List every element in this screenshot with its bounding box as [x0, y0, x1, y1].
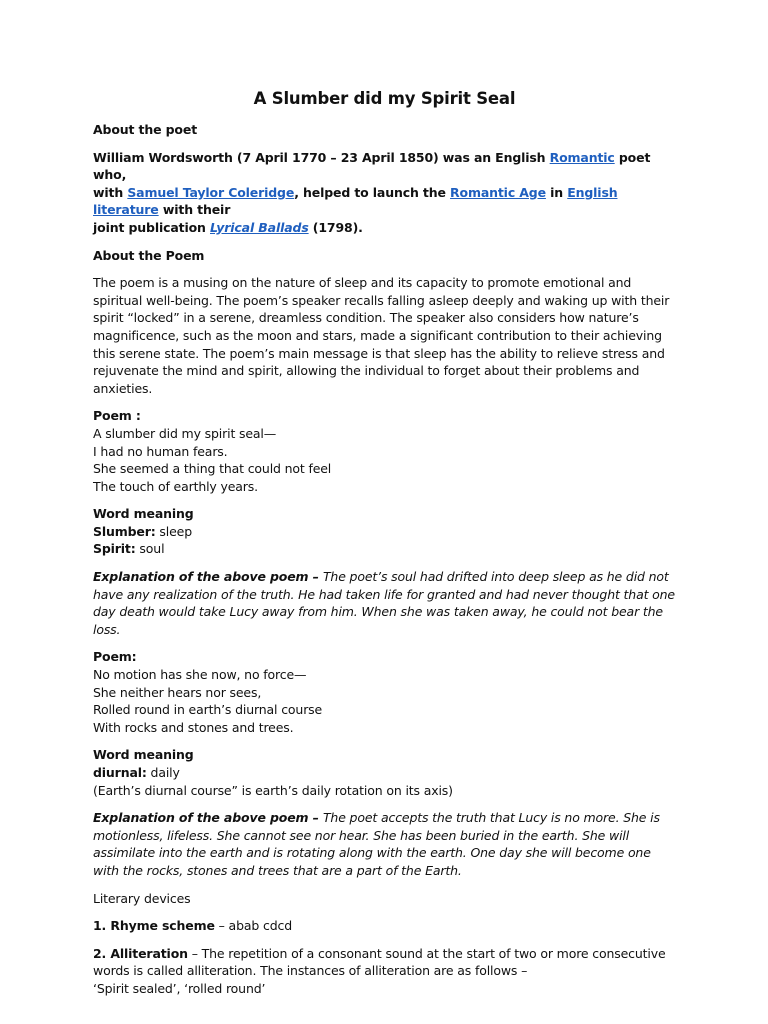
poem-stanza-2: [93, 648, 676, 736]
word-meaning-entry: [93, 523, 676, 541]
poem-line: I had no human fears.: [93, 443, 228, 459]
link-coleridge[interactable]: Samuel Taylor Coleridge: [127, 184, 295, 200]
poet-intro-text: with their: [158, 202, 231, 218]
poem-line: She neither hears nor sees,: [93, 684, 262, 700]
device-alliteration: [93, 945, 676, 998]
poet-intro-text: with: [93, 184, 128, 200]
alliteration-examples: ‘Spirit sealed’, ‘rolled round’: [93, 980, 266, 996]
word-term: Spirit:: [93, 541, 136, 557]
word-definition: soul: [135, 541, 165, 557]
word-meaning-heading: Word meaning: [93, 747, 194, 763]
device-label: 2. Alliteration: [93, 945, 188, 961]
document-body: [93, 121, 676, 998]
poet-intro-text: , helped to launch the: [294, 184, 451, 200]
literary-devices-heading: Literary devices: [93, 890, 191, 906]
device-text: – abab cdcd: [214, 918, 292, 934]
poet-intro-text: in: [545, 184, 568, 200]
word-meaning-entry: [93, 540, 676, 558]
poem-line: Rolled round in earth’s diurnal course: [93, 702, 323, 718]
explanation-1: [93, 568, 676, 638]
device-alliteration-text: [93, 945, 676, 980]
link-lyrical-ballads[interactable]: Lyrical Ballads: [210, 219, 309, 235]
explanation-text: The poet accepts the truth that Lucy is no more. She is motionless, lifeless. She cannot see nor hear. She has been buried in the earth. She will assimilate into the earth and is rotating along with the earth. One day she will become one with the rocks, stones and trees that are a part of the Earth.: [93, 810, 660, 878]
poem-line: She seemed a thing that could not feel: [93, 461, 332, 477]
poem-line: With rocks and stones and trees.: [93, 719, 294, 735]
poet-intro-text: joint publication: [93, 219, 210, 235]
poem-stanza-1: [93, 407, 676, 495]
about-poem-paragraph: The poem is a musing on the nature of sleep and its capacity to promote emotional and spiritual well-being. The poem’s speaker recalls falling asleep deeply and waking up with their spirit “locked” in a serene, dreamless condition. The speaker also considers how nature’s magnificence, such as the moon and stars, made a significant contribution to their achieving this serene state. The poem’s main message is that sleep has the ability to relieve stress and rejuvenate the mind and spirit, allowing the individual to forget about their problems and anxieties.: [93, 275, 670, 396]
word-term: Slumber:: [93, 523, 156, 539]
word-meaning-1: [93, 505, 676, 558]
word-term: diurnal:: [93, 765, 147, 780]
explanation-label: Explanation of the above poem –: [93, 810, 323, 826]
poet-intro: [93, 149, 676, 237]
poem-line: No motion has she now, no force—: [93, 667, 307, 683]
explanation-2: [93, 809, 676, 879]
explanation-text: The poet’s soul had drifted into deep sleep as he did not have any realization of the truth. He had taken life for granted and had never thought that one day death would take Lucy away from him. When she was taken away, he could not bear the loss.: [93, 569, 675, 637]
poet-intro-text: poet who,: [93, 149, 651, 183]
word-meaning-heading: Word meaning: [93, 506, 194, 522]
word-definition: daily: [146, 765, 180, 780]
poet-intro-text: William Wordsworth (7 April 1770 – 23 April 1850) was an English: [93, 149, 550, 165]
page-title: A Slumber did my Spirit Seal: [253, 89, 516, 108]
word-meaning-note: (Earth’s diurnal course” is earth’s daily rotation on its axis): [93, 782, 453, 798]
link-romantic-age[interactable]: Romantic Age: [450, 184, 546, 200]
word-definition: sleep: [155, 523, 192, 539]
poem-line: The touch of earthly years.: [93, 478, 258, 494]
poem-line: A slumber did my spirit seal—: [93, 425, 277, 441]
stanza-label: Poem :: [93, 408, 141, 424]
link-english-literature[interactable]: English literature: [93, 184, 618, 218]
poet-intro-text: (1798).: [308, 219, 363, 235]
stanza-label: Poem:: [93, 649, 137, 665]
device-text: – The repetition of a consonant sound at the start of two or more consecutive words is called alliteration. The instances of alliteration are as follows –: [93, 945, 666, 979]
device-label: 1. Rhyme scheme: [93, 918, 215, 934]
word-meaning-entry: [93, 764, 676, 782]
about-poem-heading: About the Poem: [93, 247, 205, 263]
explanation-label: Explanation of the above poem –: [93, 569, 323, 585]
link-romantic[interactable]: Romantic: [549, 149, 615, 165]
about-poet-heading: About the poet: [93, 122, 198, 137]
word-meaning-2: [93, 746, 676, 799]
device-rhyme-scheme: [93, 917, 676, 935]
